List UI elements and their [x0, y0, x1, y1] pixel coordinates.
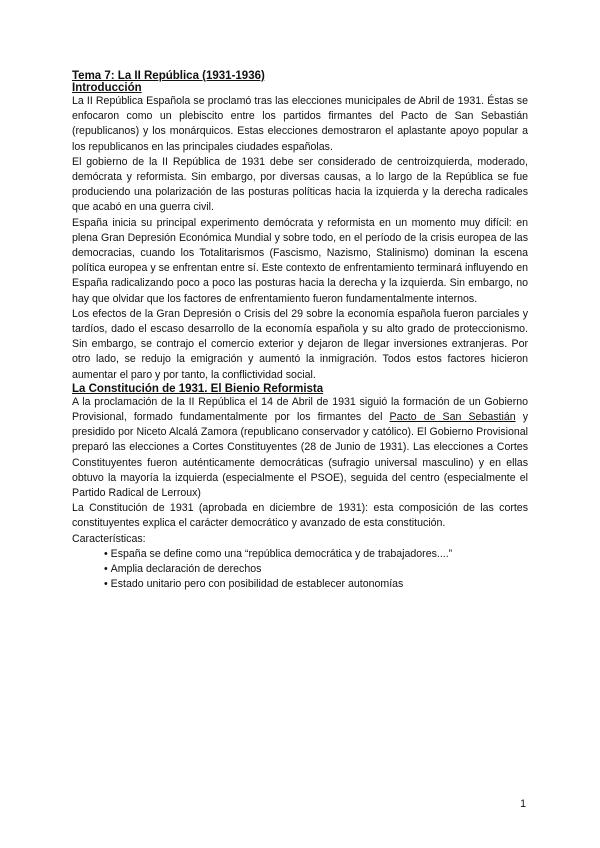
caracteristicas-label: Características:: [72, 532, 146, 545]
intro-paragraph-3: España inicia su principal experimento demócrata y reformista en un momento muy difícil: en plena Gran Depresión Económica Mundial y sobre todo, en el período de la crisis europea de las democracias, cuando los Totalitarismos (Fascismo, Nazismo, Stalinismo) dominan la escena política europea y se enfrentan entre sí. Este contexto de enfrentamiento terminará influyendo en España radicalizando poco a poco las posturas hacia la derecha y la izquierda. Sin embargo, no hay que olvidar que los factores de enfrentamiento fueron fundamentalmente internos.: [72, 216, 528, 305]
paragraph-text-before: A la proclamación de la II República el 14 de Abril de 1931 siguió la formación de un Gobierno Provisional, formado fundamentalmente por los firmantes del: [72, 395, 528, 424]
paragraph-text-after: y presidido por Niceto Alcalá Zamora (republicano conservador y católico). El Gobierno Provisional preparó las elecciones a Cortes Constituyentes (28 de Junio de 1931). Las elecciones a Cortes Constituyentes fueron auténticamente democráticas (sufragio universal masculino) y en ellas obtuvo la mayoría la izquierda (especialmente el PSOE), seguida del centro (especialmente el Partido Radical de Lerroux): [72, 411, 528, 500]
pacto-san-sebastian-link[interactable]: Pacto de San Sebastián: [389, 411, 516, 424]
list-item: • España se define como una “república democrática y de trabajadores....”: [104, 547, 528, 562]
intro-paragraph-2: El gobierno de la II República de 1931 debe ser considerado de centroizquierda, moderado, demócrata y reformista. Sin embargo, por diversas causas, a lo largo de la República se fue produciendo una polarización de las posturas políticas hacia la izquierda y la derecha radicales que acabó en una guerra civil.: [72, 155, 528, 214]
document-page: [72, 70, 528, 593]
intro-paragraph-1: La II República Española se proclamó tras las elecciones municipales de Abril de 1931. Éstas se enfocaron como un plebiscito entre los partidos firmantes del Pacto de San Sebastián (republicanos) y los monárquicos. Estas elecciones demostraron el aplastante apoyo popular a los republicanos en las principales ciudades españolas.: [72, 95, 528, 153]
document-title: Tema 7: La II República (1931-1936): [72, 70, 265, 82]
section-heading-constitucion: La Constitución de 1931. El Bienio Reformista: [72, 382, 324, 395]
section-heading-introduccion: Introducción: [72, 82, 142, 94]
list-item: • Estado unitario pero con posibilidad de establecer autonomías: [104, 577, 528, 592]
intro-paragraph-4: Los efectos de la Gran Depresión o Crisis del 29 sobre la economía española fueron parciales y tardíos, dado el escaso desarrollo de la economía española y su alto grado de proteccionismo. Sin embargo, se contrajo el comercio exterior y dejaron de llegar inversiones extranjeras. Por otro lado, se redujo la emigración y aumentó la inmigración. Todos estos factores hicieron aumentar el paro y por tanto, la conflictividad social.: [72, 307, 528, 381]
caracteristicas-list: [104, 547, 528, 593]
constitucion-paragraph-2: La Constitución de 1931 (aprobada en diciembre de 1931): esta composición de las cortes constituyentes explica el carácter democrático y avanzado de esta constitución.: [72, 502, 528, 530]
page-number: 1: [520, 798, 526, 810]
list-item: • Amplia declaración de derechos: [104, 562, 528, 577]
constitucion-paragraph-1: [72, 395, 528, 501]
